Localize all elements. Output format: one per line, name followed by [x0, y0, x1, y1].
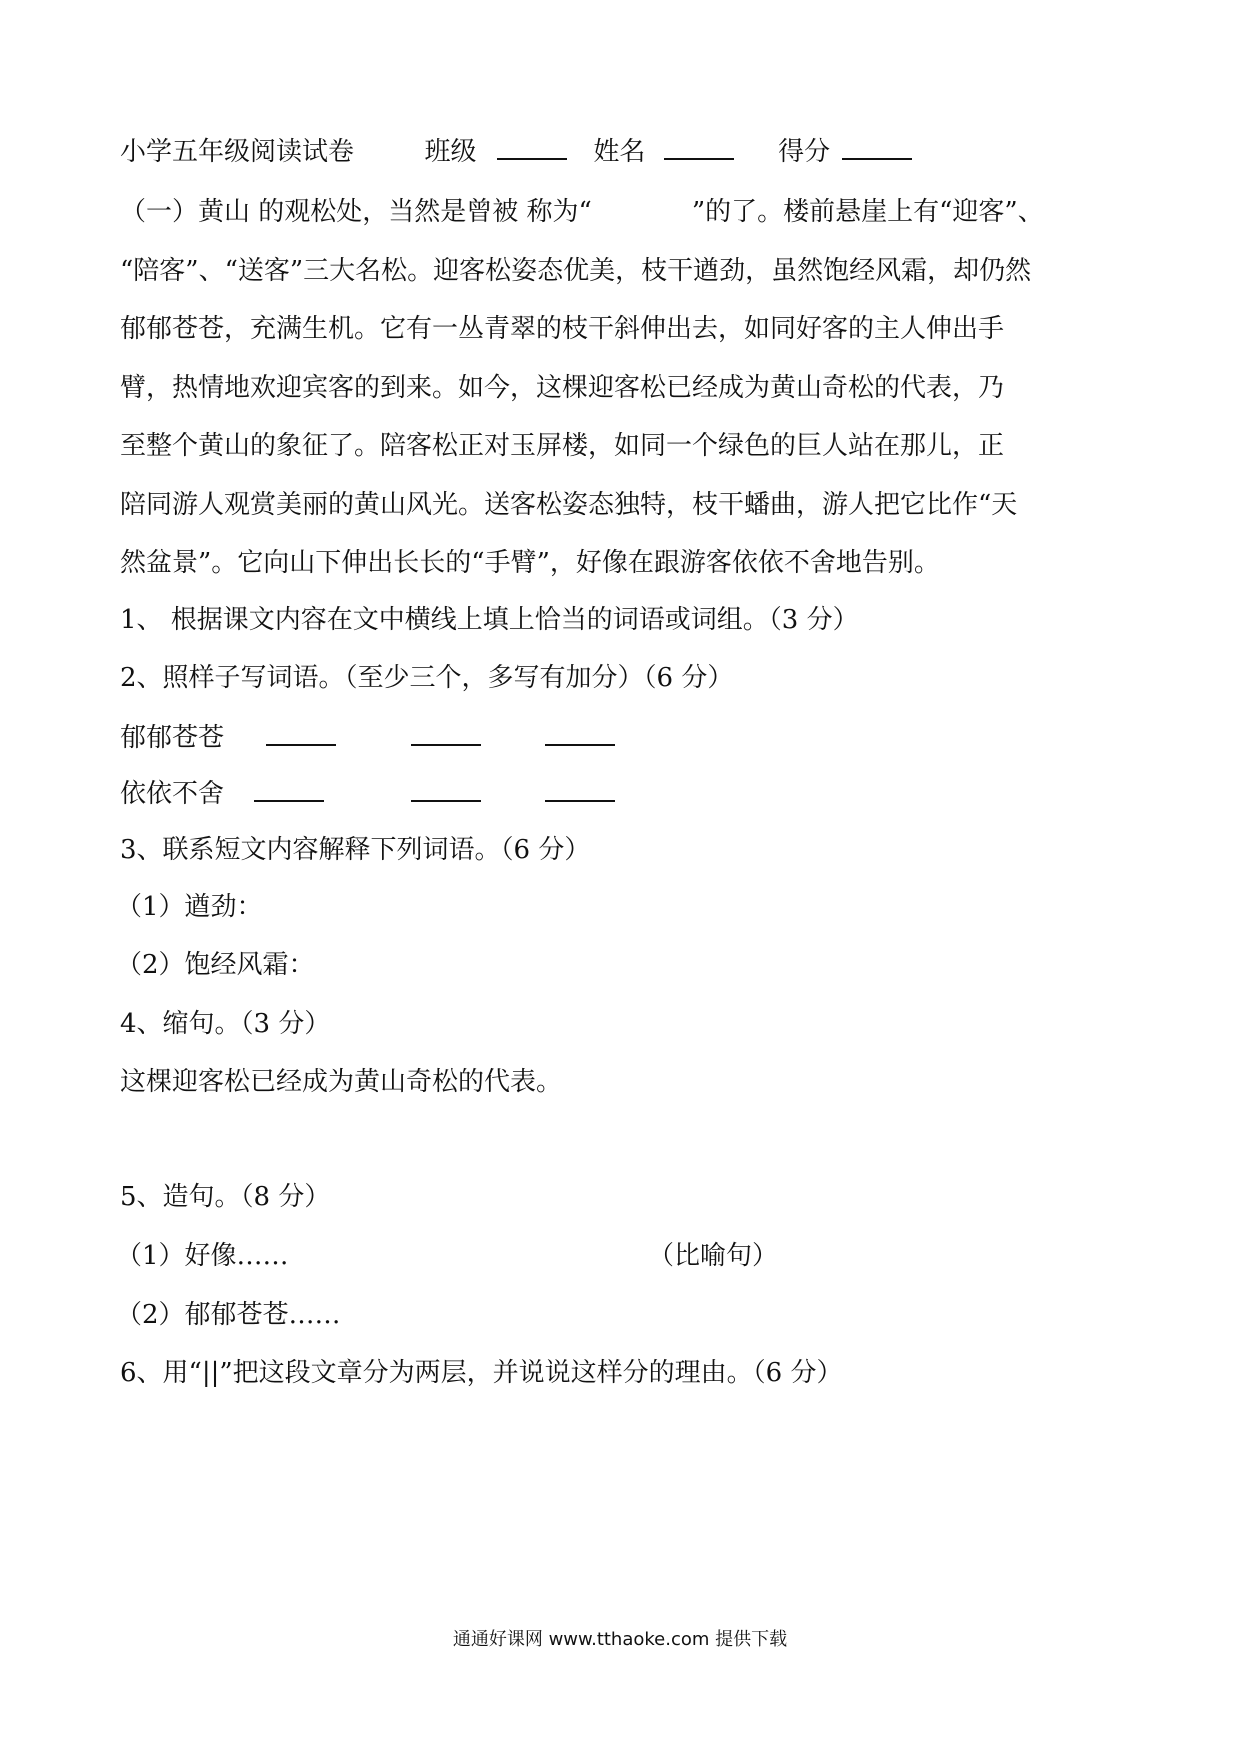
passage-blank[interactable]: [592, 194, 692, 220]
q2-blank[interactable]: [545, 718, 615, 746]
q5-item-1-text: （1）好像……: [116, 1241, 289, 1271]
passage-line-3: 郁郁苍苍，充满生机。它有一丛青翠的枝干斜伸出去，如同好客的主人伸出手: [120, 314, 1005, 344]
q3-item-2: （2）饱经风霜：: [116, 950, 315, 980]
passage-line-5: 至整个黄山的象征了。陪客松正对玉屏楼，如同一个绿色的巨人站在那儿，正: [120, 431, 1005, 461]
question-5: 5、造句。（8 分）: [120, 1182, 331, 1212]
question-4: 4、缩句。（3 分）: [120, 1009, 331, 1039]
passage-text: ”的了。楼前悬崖上有“迎客”、: [691, 197, 1044, 227]
name-label: 姓名: [593, 137, 646, 167]
q2-row-1: [120, 718, 615, 756]
q2-blank[interactable]: [254, 774, 324, 802]
q2-blank[interactable]: [411, 774, 481, 802]
passage-line-4: 臂，热情地欢迎宾客的到来。如今，这棵迎客松已经成为黄山奇松的代表，乃: [120, 373, 1005, 403]
passage-text: （一）黄山 的观松处，当然是曾被 称为“: [120, 197, 592, 227]
q5-item-1-hint: （比喻句）: [648, 1241, 779, 1271]
passage-line-2: “陪客”、“送客”三大名松。迎客松姿态优美，枝干遒劲，虽然饱经风霜，却仍然: [120, 256, 1032, 286]
q2-row-2: [120, 774, 615, 812]
q2-blank[interactable]: [266, 718, 336, 746]
q2-example-1: 郁郁苍苍: [120, 723, 225, 753]
q2-example-2: 依依不舍: [120, 779, 225, 809]
class-label: 班级: [424, 137, 477, 167]
footer-watermark: 通通好课网 www.tthaoke.com 提供下载: [452, 1629, 788, 1650]
exam-header: [120, 132, 912, 170]
passage-line-7: 然盆景”。它向山下伸出长长的“手臂”，好像在跟游客依依不舍地告别。: [120, 548, 940, 578]
exam-title: 小学五年级阅读试卷: [120, 137, 355, 167]
question-1: 1、 根据课文内容在文中横线上填上恰当的词语或词组。（3 分）: [120, 605, 859, 635]
name-blank[interactable]: [664, 132, 734, 160]
question-6: 6、用“||”把这段文章分为两层，并说说这样分的理由。（6 分）: [120, 1358, 843, 1388]
question-3: 3、联系短文内容解释下列词语。（6 分）: [120, 835, 591, 865]
q2-blank[interactable]: [411, 718, 481, 746]
score-label: 得分: [778, 137, 831, 167]
q4-sentence: 这棵迎客松已经成为黄山奇松的代表。: [120, 1067, 563, 1097]
q5-item-2: （2）郁郁苍苍……: [116, 1300, 341, 1330]
score-blank[interactable]: [842, 132, 912, 160]
q2-blank[interactable]: [545, 774, 615, 802]
passage-line-6: 陪同游人观赏美丽的黄山风光。送客松姿态独特，枝干蟠曲，游人把它比作“天: [120, 490, 1018, 520]
q5-item-1: [116, 1238, 289, 1274]
q3-item-1: （1）遒劲：: [116, 892, 263, 922]
class-blank[interactable]: [497, 132, 567, 160]
passage-line-1: [120, 194, 1044, 230]
question-2: 2、照样子写词语。（至少三个，多写有加分）（6 分）: [120, 663, 734, 693]
